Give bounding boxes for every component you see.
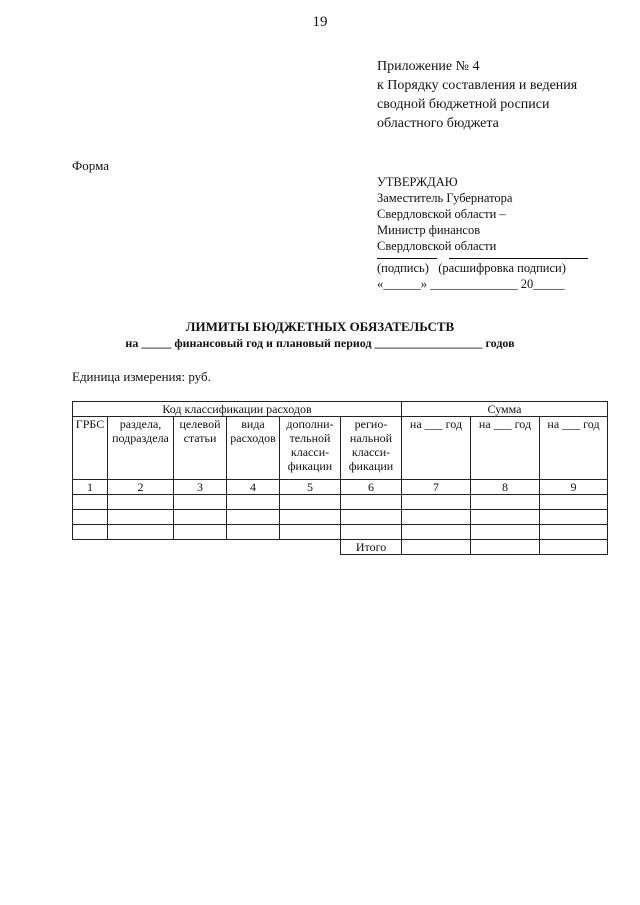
table-cell [108,495,174,510]
appendix-line: Приложение № 4 [377,59,480,74]
table-row [73,510,608,525]
appendix-line: сводной бюджетной росписи [377,97,550,112]
total-label: Итого [341,540,402,555]
header-regional: регио-нальной класси-фикации [341,417,402,480]
table-row [73,495,608,510]
signature-line [377,258,437,259]
header-grbs: ГРБС [73,417,108,480]
table-cell [227,525,280,540]
column-number: 4 [227,480,280,495]
table-row [73,525,608,540]
column-number: 2 [108,480,174,495]
appendix-line: к Порядку составления и ведения [377,78,578,93]
table-cell [108,510,174,525]
total-cell [402,540,471,555]
total-row-spacer [73,540,341,555]
table-cell [402,510,471,525]
header-year-3: на ___ год [540,417,608,480]
limits-table [72,401,608,555]
approval-line: Свердловской области – [377,207,506,221]
table-cell [73,495,108,510]
table-cell [471,525,540,540]
column-number-row [73,480,608,495]
table-cell [280,525,341,540]
table-cell [174,525,227,540]
table-cell [73,525,108,540]
column-number: 5 [280,480,341,495]
table-cell [108,525,174,540]
column-number: 7 [402,480,471,495]
table-cell [227,495,280,510]
table-cell [402,525,471,540]
column-number: 9 [540,480,608,495]
date-line: «______» ______________ 20_____ [377,277,565,291]
header-year-2: на ___ год [471,417,540,480]
signature-labels: (подпись) (расшифровка подписи) [377,261,566,275]
table-group-header-row [73,402,608,417]
header-additional: дополни-тельной класси-фикации [280,417,341,480]
table-cell [174,495,227,510]
table-cell [341,525,402,540]
table-cell [341,495,402,510]
appendix-note [377,57,577,133]
table-header-row [73,417,608,480]
table-cell [402,495,471,510]
document-title: ЛИМИТЫ БЮДЖЕТНЫХ ОБЯЗАТЕЛЬСТВ [185,319,455,334]
table-cell [471,510,540,525]
approval-line: Заместитель Губернатора [377,191,513,205]
signature-name-line [449,258,588,259]
code-group-header: Код классификации расходов [73,402,402,417]
column-number: 6 [341,480,402,495]
table-cell [540,495,608,510]
column-number: 1 [73,480,108,495]
header-target: целевой статьи [174,417,227,480]
page-number: 19 [312,14,328,30]
header-section: раздела, подраздела [108,417,174,480]
header-year-1: на ___ год [402,417,471,480]
table-cell [341,510,402,525]
table-cell [471,495,540,510]
table-cell [280,495,341,510]
total-cell [540,540,608,555]
table-cell [227,510,280,525]
document-subtitle: на _____ финансовый год и плановый период __________________ годов [125,336,515,350]
approval-line: Министр финансов [377,223,481,237]
form-label: Форма [72,158,109,173]
sum-group-header: Сумма [402,402,608,417]
table-cell [540,510,608,525]
table-cell [73,510,108,525]
table-cell [540,525,608,540]
total-cell [471,540,540,555]
approval-block [377,174,512,254]
approval-title: УТВЕРЖДАЮ [377,175,458,189]
approval-line: Свердловской области [377,239,497,253]
unit-label: Единица измерения: руб. [72,369,211,384]
appendix-line: областного бюджета [377,116,499,131]
header-expense-type: вида расходов [227,417,280,480]
table-cell [280,510,341,525]
column-number: 3 [174,480,227,495]
table-cell [174,510,227,525]
total-row [73,540,608,555]
column-number: 8 [471,480,540,495]
